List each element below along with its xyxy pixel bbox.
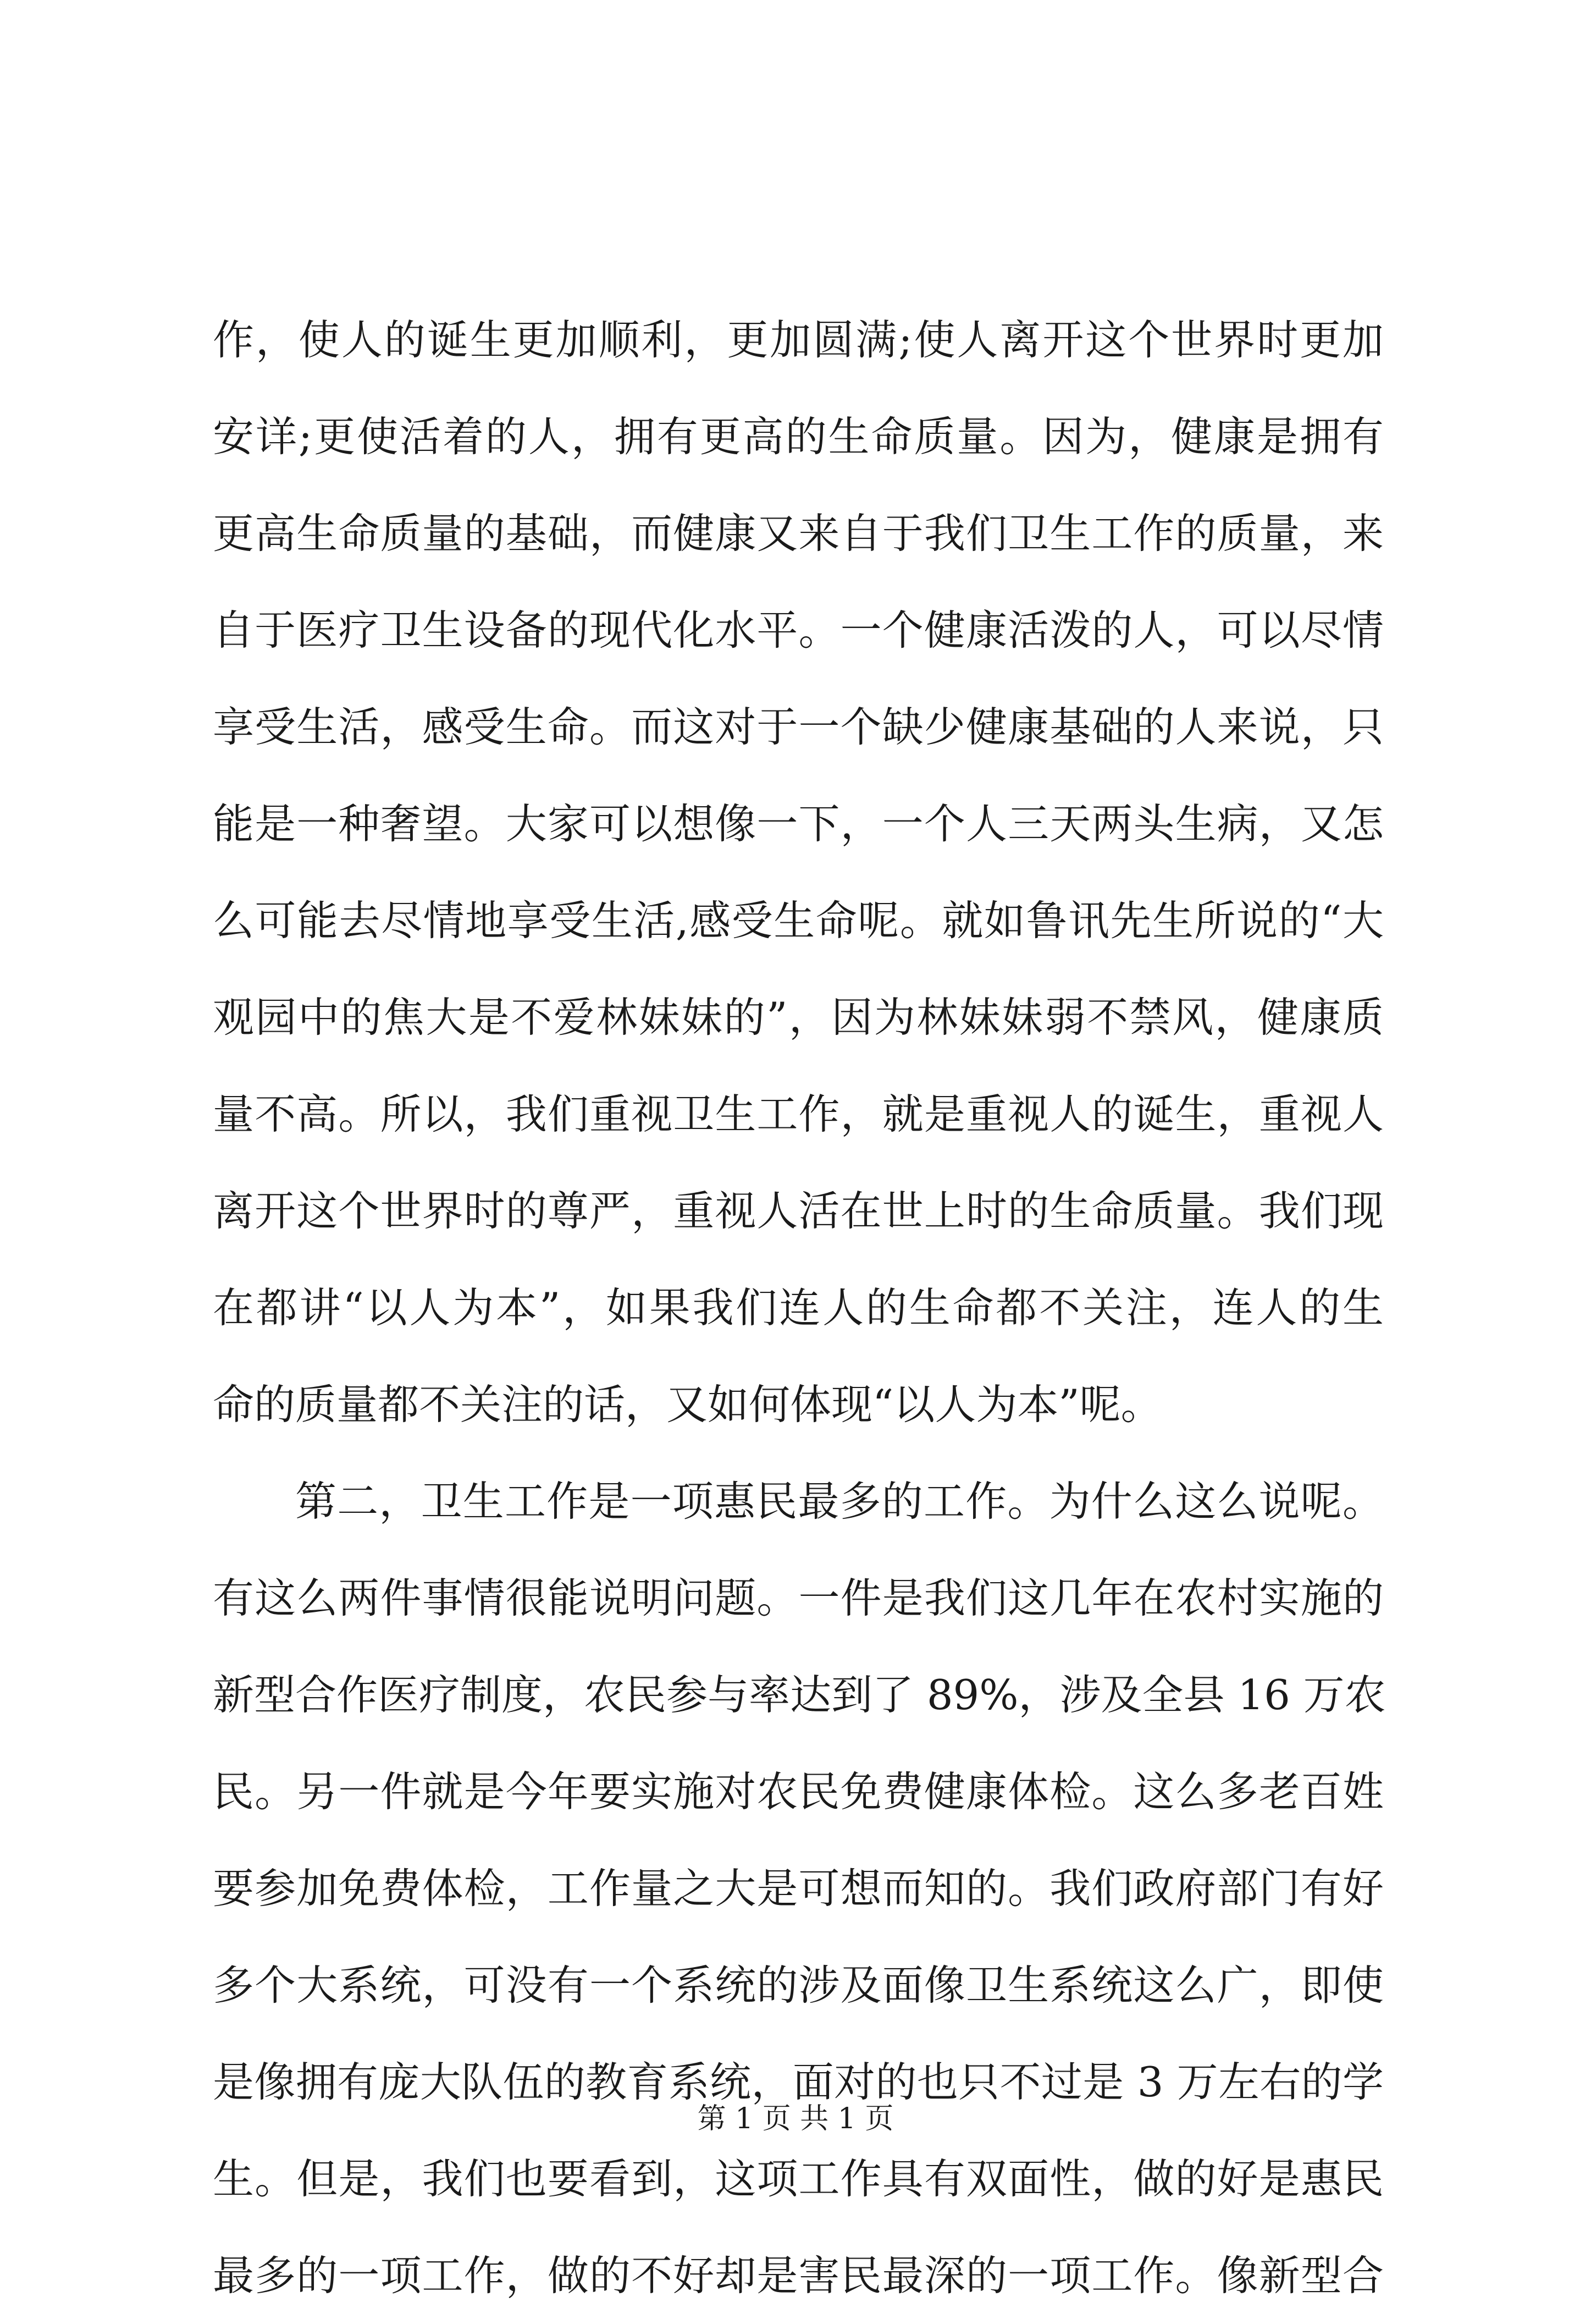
page-footer: 第 1 页 共 1 页 xyxy=(697,2102,894,2135)
text-line: 民。另一件就是今年要实施对农民免费健康体检。这么多老百姓 xyxy=(213,1767,1384,1816)
text-line: 离开这个世界时的尊严，重视人活在世上时的生命质量。我们现 xyxy=(213,1187,1384,1235)
text-line: 享受生活，感受生命。而这对于一个缺少健康基础的人来说，只 xyxy=(213,703,1384,751)
text-line: 自于医疗卫生设备的现代化水平。一个健康活泼的人，可以尽情 xyxy=(213,606,1384,654)
text-line: 新型合作医疗制度，农民参与率达到了 89%，涉及全县 16 万农 xyxy=(213,1671,1386,1719)
paragraph xyxy=(213,291,1384,1453)
text-line: 要参加免费体检，工作量之大是可想而知的。我们政府部门有好 xyxy=(213,1864,1384,1913)
text-line: 更高生命质量的基础，而健康又来自于我们卫生工作的质量，来 xyxy=(213,509,1384,558)
document-body xyxy=(213,291,1384,2324)
text-line: 最多的一项工作，做的不好却是害民最深的一项工作。像新型合 xyxy=(213,2251,1384,2300)
text-line: 是像拥有庞大队伍的教育系统，面对的也只不过是 3 万左右的学 xyxy=(213,2058,1384,2106)
text-line: 有这么两件事情很能说明问题。一件是我们这几年在农村实施的 xyxy=(213,1574,1384,1622)
text-line: 量不高。所以，我们重视卫生工作，就是重视人的诞生，重视人 xyxy=(213,1090,1384,1138)
text-line: 第二，卫生工作是一项惠民最多的工作。为什么这么说呢。 xyxy=(295,1477,1384,1526)
text-line: 命的质量都不关注的话，又如何体现“以人为本”呢。 xyxy=(213,1380,1162,1429)
text-line: 安详;更使活着的人，拥有更高的生命质量。因为，健康是拥有 xyxy=(213,412,1384,461)
text-line: 么可能去尽情地享受生活,感受生命呢。就如鲁讯先生所说的“大 xyxy=(213,896,1384,945)
text-line: 能是一种奢望。大家可以想像一下，一个人三天两头生病，又怎 xyxy=(213,800,1384,848)
text-line: 作，使人的诞生更加顺利，更加圆满;使人离开这个世界时更加 xyxy=(213,316,1384,364)
text-line: 多个大系统，可没有一个系统的涉及面像卫生系统这么广，即使 xyxy=(213,1961,1384,2009)
text-line: 观园中的焦大是不爱林妹妹的”，因为林妹妹弱不禁风，健康质 xyxy=(213,993,1384,1042)
paragraph xyxy=(213,1453,1384,2324)
text-line: 在都讲“以人为本”，如果我们连人的生命都不关注，连人的生 xyxy=(213,1284,1384,1332)
text-line: 生。但是，我们也要看到，这项工作具有双面性，做的好是惠民 xyxy=(213,2155,1384,2203)
